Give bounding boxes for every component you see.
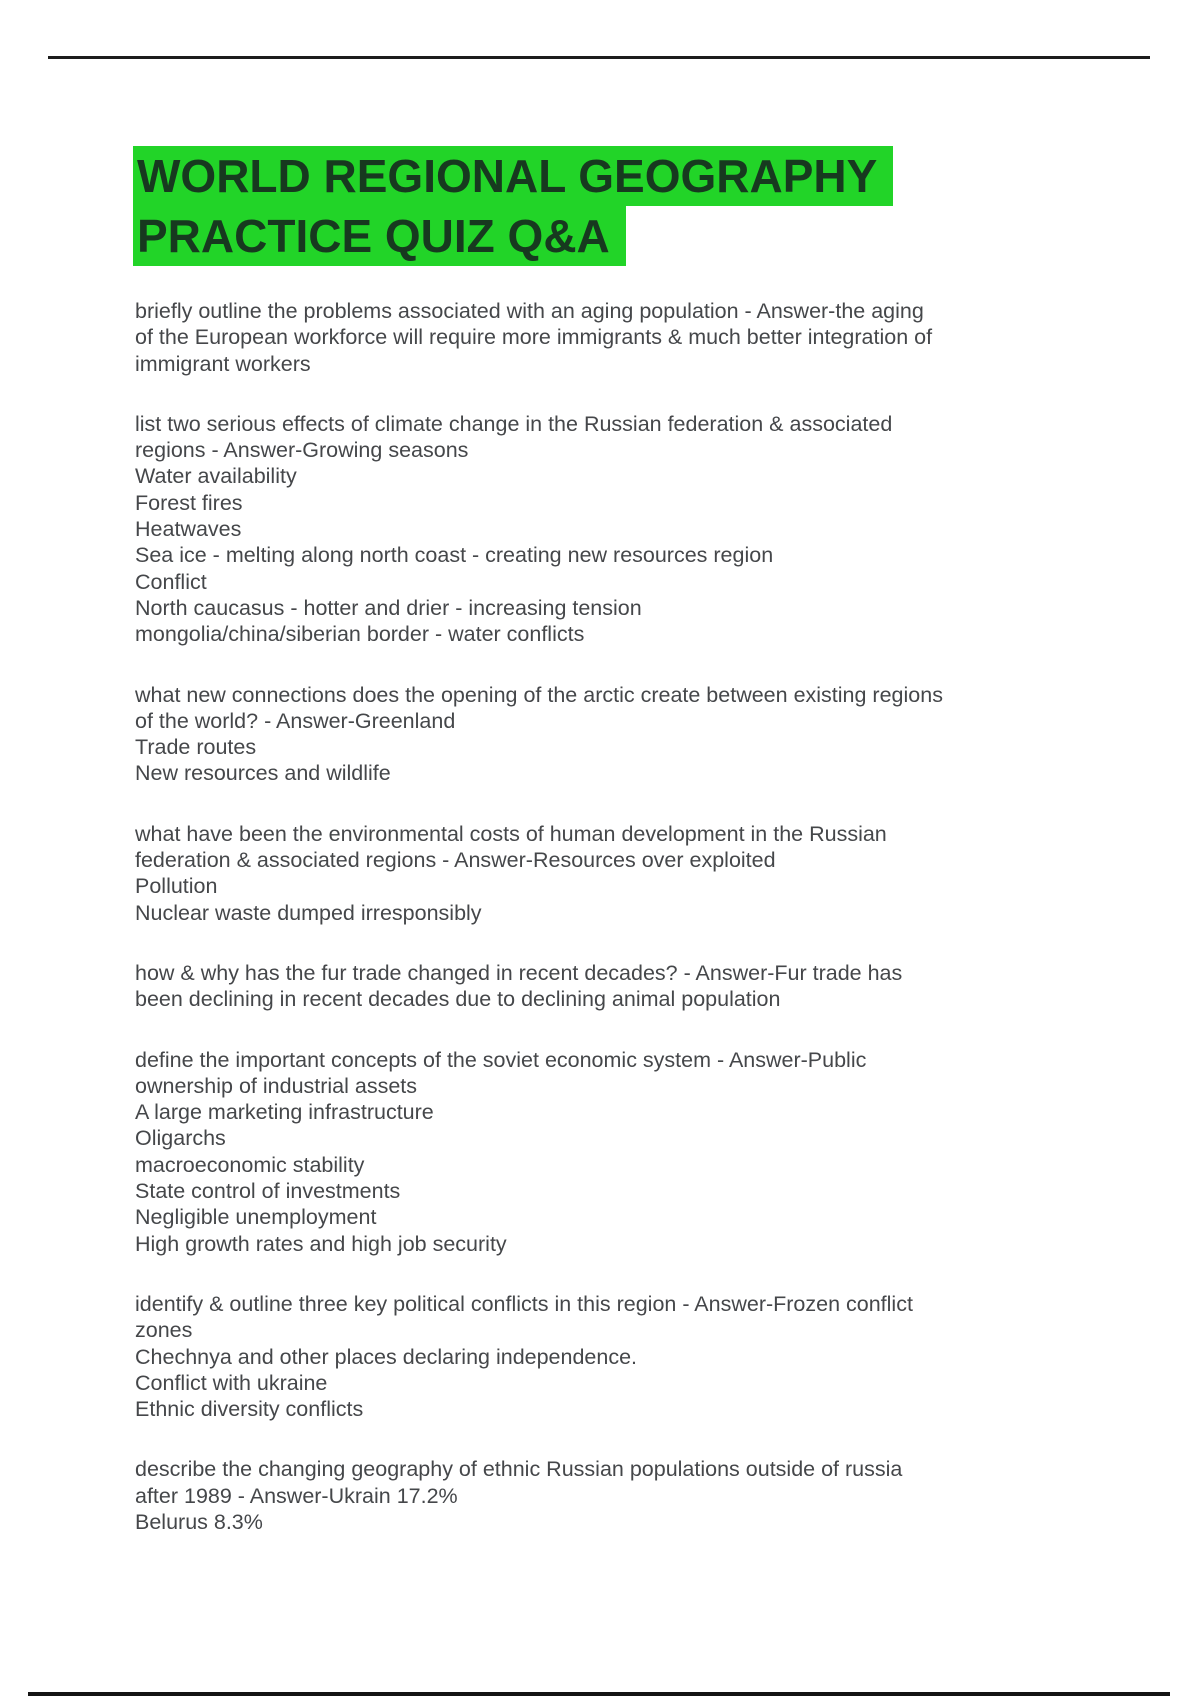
text-line: how & why has the fur trade changed in recent decades? - Answer-Fur trade has — [135, 960, 903, 985]
text-line: Trade routes — [135, 735, 257, 760]
paragraph — [135, 298, 1080, 377]
document-body — [135, 298, 1080, 1569]
text-line: Chechnya and other places declaring independence. — [135, 1344, 638, 1369]
text-line: A large marketing infrastructure — [135, 1100, 434, 1125]
text-line: Forest fires — [135, 490, 243, 515]
paragraph — [135, 682, 1080, 787]
text-line: after 1989 - Answer-Ukrain 17.2% — [135, 1483, 458, 1508]
text-line: mongolia/china/siberian border - water conflicts — [135, 622, 585, 647]
text-line: of the world? - Answer-Greenland — [135, 708, 456, 733]
text-line: Water availability — [135, 464, 297, 489]
text-line: Sea ice - melting along north coast - creating new resources region — [135, 543, 774, 568]
text-line: of the European workforce will require more immigrants & much better integration of — [135, 325, 933, 350]
text-line: briefly outline the problems associated with an aging population - Answer-the aging — [135, 299, 924, 323]
text-line: High growth rates and high job security — [135, 1231, 507, 1256]
paragraph — [135, 1047, 1080, 1257]
text-line: describe the changing geography of ethnic Russian populations outside of russia — [135, 1457, 903, 1482]
text-line: federation & associated regions - Answer-Resources over exploited — [135, 848, 776, 873]
text-line: identify & outline three key political conflicts in this region - Answer-Frozen conflict — [135, 1291, 913, 1316]
page-title — [133, 146, 893, 266]
text-line: Pollution — [135, 874, 218, 899]
text-line: macroeconomic stability — [135, 1152, 365, 1177]
text-line: been declining in recent decades due to declining animal population — [135, 987, 781, 1012]
text-line: define the important concepts of the soviet economic system - Answer-Public — [135, 1047, 867, 1072]
text-line: what have been the environmental costs of human development in the Russian — [135, 821, 887, 846]
text-line: Oligarchs — [135, 1126, 226, 1151]
text-line: Conflict — [135, 569, 207, 594]
page-title-line-2: PRACTICE QUIZ Q&A — [133, 206, 626, 266]
bottom-rule — [28, 1692, 1170, 1696]
text-line: Negligible unemployment — [135, 1205, 377, 1230]
text-line: what new connections does the opening of the arctic create between existing regions — [135, 682, 943, 707]
paragraph — [135, 411, 1080, 648]
text-line: Belurus 8.3% — [135, 1509, 263, 1534]
text-line: North caucasus - hotter and drier - increasing tension — [135, 595, 642, 620]
text-line: zones — [135, 1318, 193, 1343]
text-line: New resources and wildlife — [135, 761, 391, 786]
text-line: Conflict with ukraine — [135, 1370, 328, 1395]
text-line: Nuclear waste dumped irresponsibly — [135, 900, 482, 925]
text-line: regions - Answer-Growing seasons — [135, 438, 469, 463]
text-line: list two serious effects of climate change in the Russian federation & associated — [135, 411, 893, 436]
top-rule — [48, 56, 1150, 59]
paragraph — [135, 821, 1080, 926]
paragraph — [135, 1456, 1080, 1535]
text-line: immigrant workers — [135, 351, 311, 376]
text-line: ownership of industrial assets — [135, 1073, 418, 1098]
page-title-line-1: WORLD REGIONAL GEOGRAPHY — [133, 146, 893, 206]
paragraph — [135, 1291, 1080, 1422]
text-line: Heatwaves — [135, 517, 242, 542]
text-line: State control of investments — [135, 1179, 401, 1204]
paragraph — [135, 960, 1080, 1013]
text-line: Ethnic diversity conflicts — [135, 1397, 364, 1422]
